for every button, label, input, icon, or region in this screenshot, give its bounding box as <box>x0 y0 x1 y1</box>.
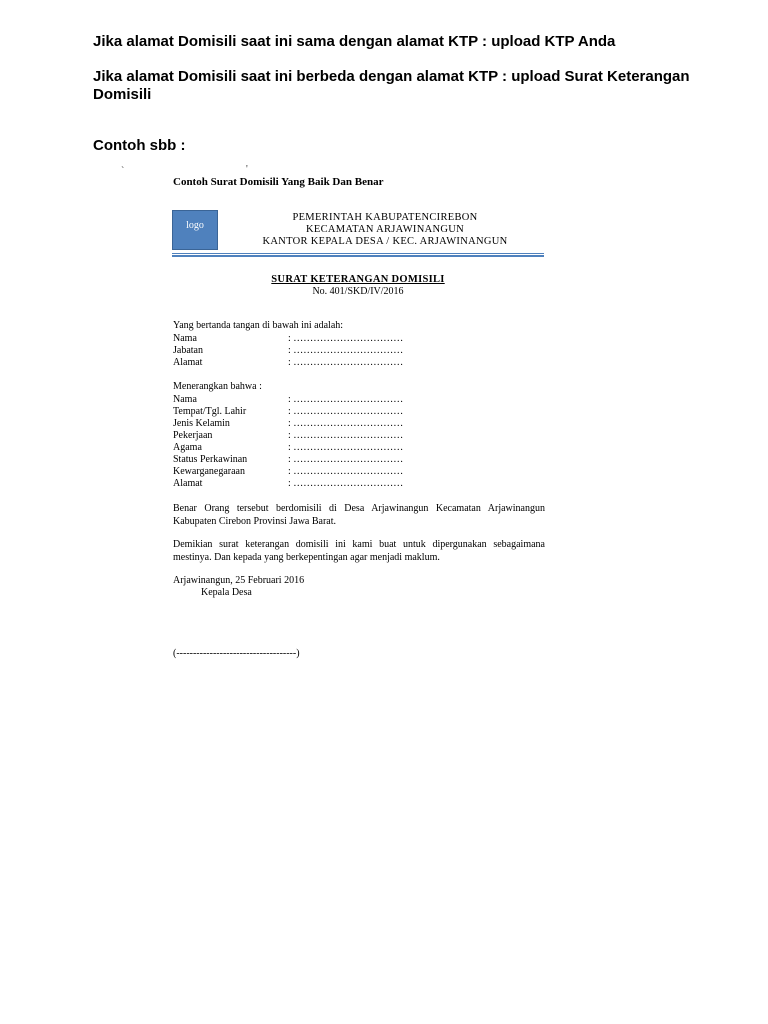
subject-field-row <box>173 454 403 466</box>
field-label: Pekerjaan <box>173 430 213 441</box>
signer-field-row <box>173 345 403 357</box>
field-label: Nama <box>173 394 197 405</box>
field-label: Tempat/Tgl. Lahir <box>173 406 247 417</box>
signature-placeholder: (------------------------------------) <box>173 648 300 659</box>
stray-mark: ' <box>246 164 248 175</box>
letterhead-line: KANTOR KEPALA DESA / KEC. ARJAWINANGUN <box>262 236 508 247</box>
closing-paragraph: Demikian surat keterangan domisili ini kami buat untuk dipergunakan sebagaimana mestinya. Dan kepada yang berkepentingan agar menjadi maklum. <box>173 539 545 563</box>
field-value: : …………………………… <box>288 333 404 344</box>
field-value: : …………………………… <box>288 418 404 429</box>
field-label: Alamat <box>173 357 203 368</box>
field-label: Alamat <box>173 478 203 489</box>
letter-caption: Contoh Surat Domisili Yang Baik Dan Benar <box>173 176 384 188</box>
subject-field-row <box>173 442 403 454</box>
field-value: : …………………………… <box>288 406 404 417</box>
field-label: Agama <box>173 442 202 453</box>
document-number: No. 401/SKD/IV/2016 <box>312 286 404 297</box>
subject-field-row <box>173 418 403 430</box>
field-label: Jenis Kelamin <box>173 418 230 429</box>
subject-field-row <box>173 478 403 490</box>
subject-field-row <box>173 430 403 442</box>
subject-field-row <box>173 394 403 406</box>
example-label: Contoh sbb : <box>93 137 186 154</box>
intro-text: Yang bertanda tangan di bawah ini adalah: <box>173 320 344 331</box>
field-value: : …………………………… <box>288 466 404 477</box>
subject-field-row <box>173 406 403 418</box>
field-value: : …………………………… <box>288 394 404 405</box>
letterhead-divider <box>172 255 544 257</box>
field-value: : …………………………… <box>288 357 404 368</box>
field-label: Status Perkawinan <box>173 454 248 465</box>
domicile-statement: Benar Orang tersebut berdomisili di Desa Arjawinangun Kecamatan Arjawinangun Kabupaten Cirebon Provinsi Jawa Barat. <box>173 503 545 527</box>
document-title: SURAT KETERANGAN DOMISILI <box>271 274 445 285</box>
stray-mark: ` <box>121 166 125 177</box>
field-label: Jabatan <box>173 345 203 356</box>
letterhead-divider <box>172 253 544 254</box>
signer-title: Kepala Desa <box>201 587 252 598</box>
stating-text: Menerangkan bahwa : <box>173 381 262 392</box>
letterhead-line: KECAMATAN ARJAWINANGUN <box>305 224 465 235</box>
field-value: : …………………………… <box>288 454 404 465</box>
signer-field-row <box>173 333 403 345</box>
field-value: : …………………………… <box>288 478 404 489</box>
field-value: : …………………………… <box>288 345 404 356</box>
field-value: : …………………………… <box>288 430 404 441</box>
subject-field-row <box>173 466 403 478</box>
place-date: Arjawinangun, 25 Februari 2016 <box>173 575 305 586</box>
field-label: Nama <box>173 333 197 344</box>
letterhead-line: PEMERINTAH KABUPATENCIREBON <box>292 212 478 223</box>
instruction-same-address: Jika alamat Domisili saat ini sama dengan alamat KTP : upload KTP Anda <box>93 33 616 50</box>
logo-placeholder: logo <box>172 210 218 250</box>
signer-field-row <box>173 357 403 369</box>
instruction-different-address: Jika alamat Domisili saat ini berbeda dengan alamat KTP : upload Surat Keterangan Domisili <box>93 68 690 103</box>
field-value: : …………………………… <box>288 442 404 453</box>
field-label: Kewarganegaraan <box>173 466 245 477</box>
